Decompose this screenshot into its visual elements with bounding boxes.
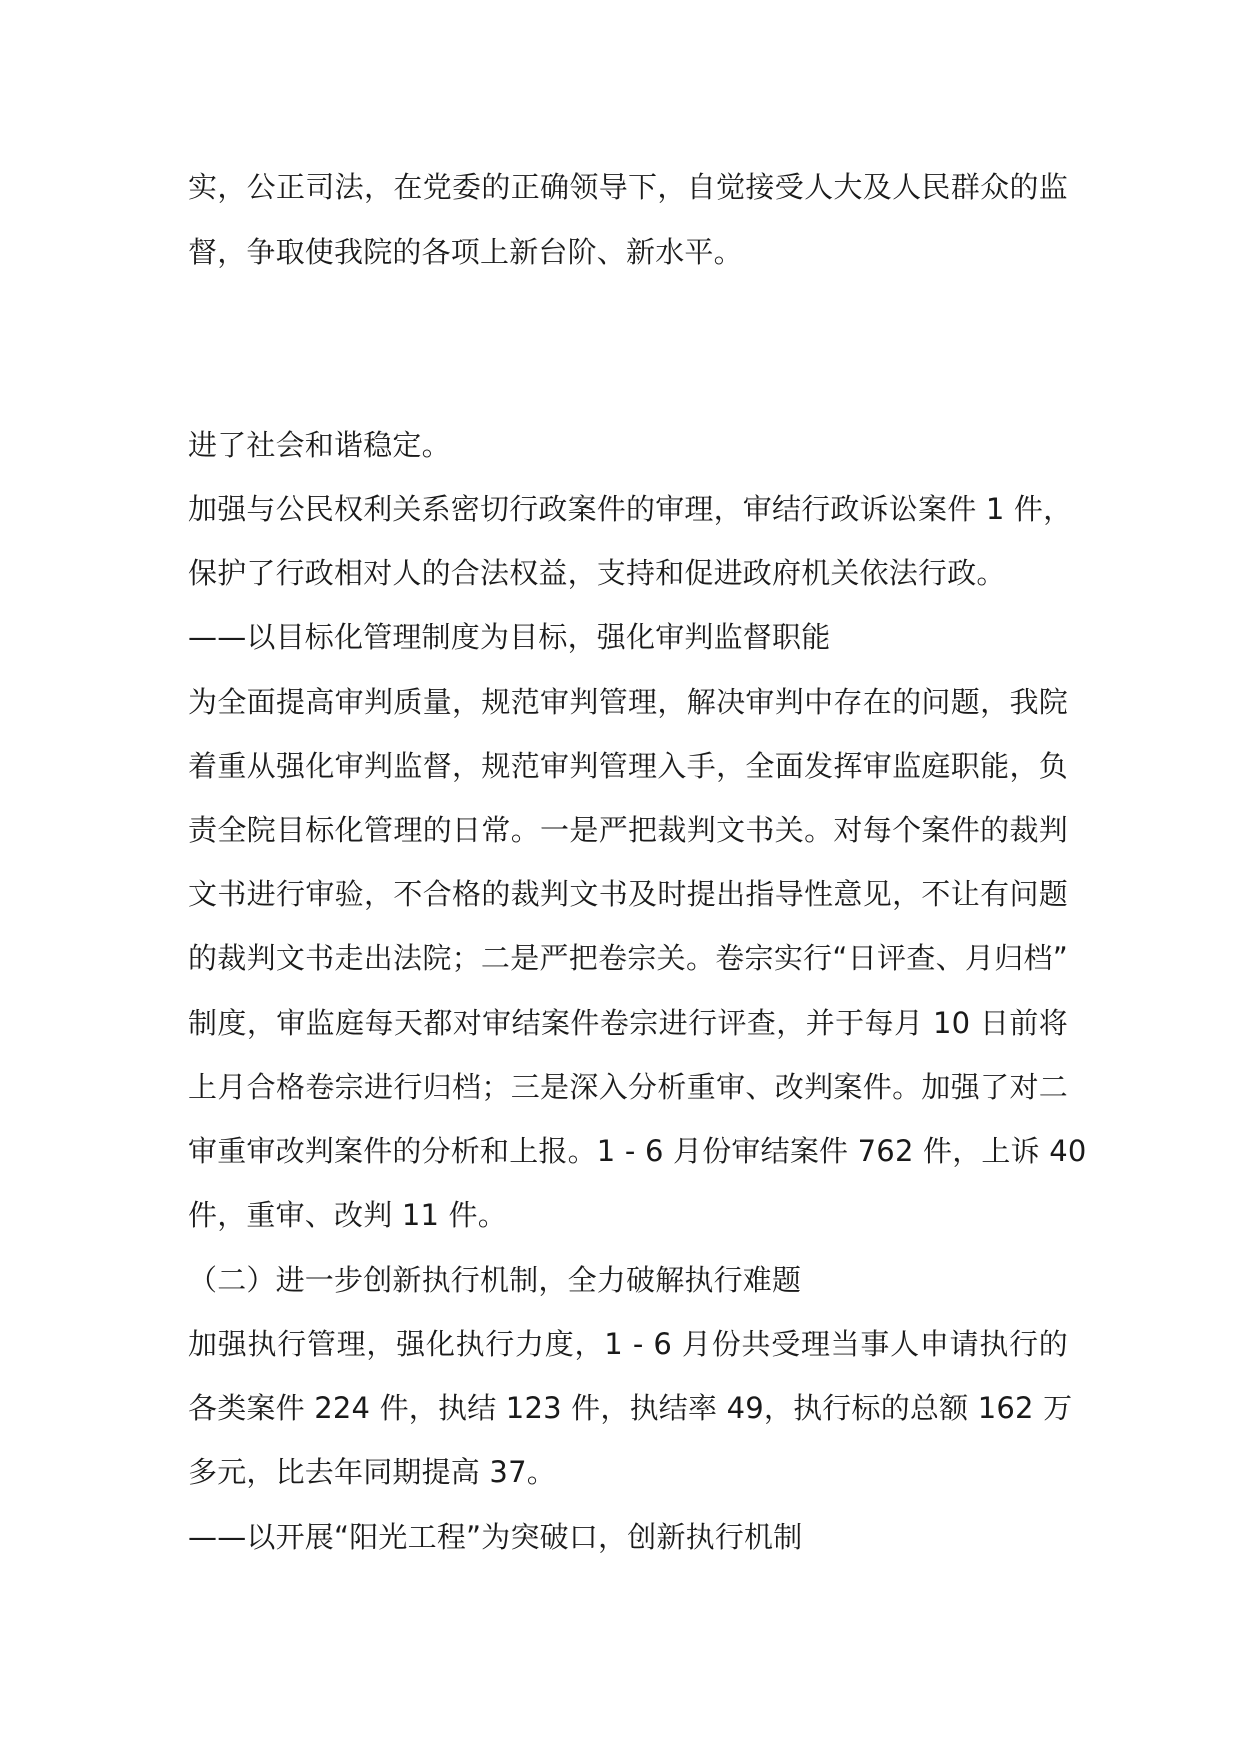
text-line: 文书进行审验，不合格的裁判文书及时提出指导性意见，不让有问题 <box>188 877 1068 911</box>
text-line: 责全院目标化管理的日常。一是严把裁判文书关。对每个案件的裁判 <box>188 813 1068 847</box>
text-line: 着重从强化审判监督，规范审判管理入手，全面发挥审监庭职能，负 <box>188 749 1068 783</box>
section-heading: ——以开展“阳光工程”为突破口，创新执行机制 <box>188 1520 803 1554</box>
text-line: 上月合格卷宗进行归档；三是深入分析重审、改判案件。加强了对二 <box>188 1070 1068 1104</box>
text-line: 加强执行管理，强化执行力度，1 - 6 月份共受理当事人申请执行的 <box>188 1327 1068 1361</box>
text-line: 制度，审监庭每天都对审结案件卷宗进行评查，并于每月 10 日前将 <box>188 1006 1068 1040</box>
text-line: 审重审改判案件的分析和上报。1 - 6 月份审结案件 762 件，上诉 40 <box>188 1134 1087 1168</box>
text-line: 实，公正司法，在党委的正确领导下，自觉接受人大及人民群众的监 <box>188 170 1068 204</box>
section-heading: ——以目标化管理制度为目标，强化审判监督职能 <box>188 620 831 654</box>
text-line: 件，重审、改判 11 件。 <box>188 1198 507 1232</box>
text-line: 为全面提高审判质量，规范审判管理，解决审判中存在的问题，我院 <box>188 685 1068 719</box>
text-line: 加强与公民权利关系密切行政案件的审理，审结行政诉讼案件 1 件， <box>188 492 1073 526</box>
text-line: 督，争取使我院的各项上新台阶、新水平。 <box>188 235 743 269</box>
text-line: 进了社会和谐稳定。 <box>188 428 451 462</box>
text-line: 保护了行政相对人的合法权益，支持和促进政府机关依法行政。 <box>188 556 1006 590</box>
section-heading: （二）进一步创新执行机制，全力破解执行难题 <box>188 1263 802 1297</box>
text-line: 的裁判文书走出法院；二是严把卷宗关。卷宗实行“日评查、月归档” <box>188 941 1068 975</box>
text-line: 多元，比去年同期提高 37。 <box>188 1455 556 1489</box>
text-line: 各类案件 224 件，执结 123 件，执结率 49，执行标的总额 162 万 <box>188 1391 1073 1425</box>
